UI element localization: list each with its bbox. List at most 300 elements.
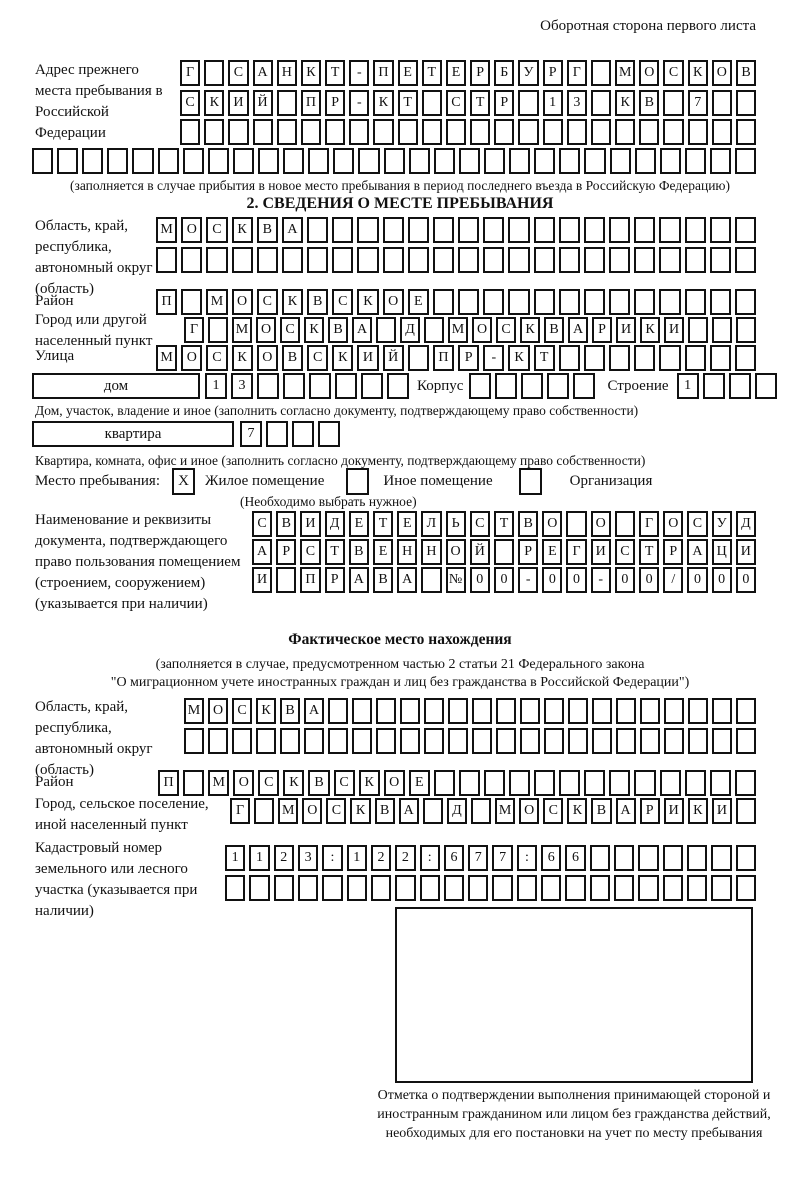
char-cell <box>156 247 177 273</box>
char-cell: Р <box>640 798 660 824</box>
char-cell <box>659 345 680 371</box>
char-cell <box>32 148 53 174</box>
char-cell <box>534 770 555 796</box>
char-cell <box>592 728 612 754</box>
apartment-row <box>32 421 340 447</box>
char-cell <box>614 845 634 871</box>
document-row-3 <box>252 567 756 593</box>
char-cell: 6 <box>541 845 561 871</box>
char-cell: М <box>232 317 252 343</box>
char-cell: Р <box>325 90 345 116</box>
char-cell <box>206 247 227 273</box>
char-cell <box>521 373 543 399</box>
char-cell <box>472 728 492 754</box>
char-cell: С <box>496 317 516 343</box>
char-cell: - <box>349 90 369 116</box>
char-cell: Д <box>447 798 467 824</box>
char-cell: О <box>519 798 539 824</box>
char-cell: С <box>326 798 346 824</box>
char-cell: О <box>384 770 405 796</box>
char-cell <box>277 90 297 116</box>
char-cell: Е <box>373 539 393 565</box>
char-cell <box>459 770 480 796</box>
char-cell <box>357 217 378 243</box>
char-cell <box>328 728 348 754</box>
char-cell <box>277 119 297 145</box>
char-cell: 1 <box>347 845 367 871</box>
char-cell <box>584 770 605 796</box>
actual-region-row-2 <box>184 728 756 754</box>
char-cell <box>496 728 516 754</box>
char-cell <box>688 728 708 754</box>
cadastral-row-2 <box>225 875 756 901</box>
char-cell: 7 <box>240 421 262 447</box>
char-cell: Й <box>383 345 404 371</box>
char-cell <box>352 698 372 724</box>
char-cell <box>484 770 505 796</box>
char-cell <box>495 373 517 399</box>
region-label: Область, край, республика, автономный округ (область) <box>35 218 153 297</box>
char-cell <box>433 289 454 315</box>
actual-district-label: Район <box>35 774 74 790</box>
char-cell <box>736 728 756 754</box>
char-cell: Й <box>470 539 490 565</box>
actual-location-caption-1: (заполняется в случае, предусмотренном частью 2 статьи 21 Федерального закона <box>155 657 645 672</box>
char-cell <box>639 119 659 145</box>
char-cell <box>371 875 391 901</box>
char-cell <box>468 875 488 901</box>
char-cell <box>559 217 580 243</box>
char-cell: С <box>687 511 707 537</box>
char-cell <box>635 148 656 174</box>
char-cell: Г <box>180 60 200 86</box>
char-cell: 2 <box>395 845 415 871</box>
char-cell: И <box>616 317 636 343</box>
char-cell: Г <box>566 539 586 565</box>
char-cell: В <box>257 217 278 243</box>
district-label: Район <box>35 293 74 309</box>
char-cell: : <box>322 845 342 871</box>
char-cell: № <box>446 567 466 593</box>
char-cell: О <box>257 345 278 371</box>
actual-region-row-1 <box>184 698 756 724</box>
char-cell <box>257 247 278 273</box>
char-cell <box>634 247 655 273</box>
char-cell <box>584 345 605 371</box>
char-cell <box>609 345 630 371</box>
char-cell <box>448 728 468 754</box>
char-cell: К <box>508 345 529 371</box>
char-cell <box>735 345 756 371</box>
char-cell: Д <box>736 511 756 537</box>
char-cell <box>496 698 516 724</box>
char-cell <box>584 148 605 174</box>
char-cell <box>483 247 504 273</box>
checkbox-residential: X <box>172 468 195 495</box>
street-row <box>156 345 756 371</box>
char-cell <box>448 698 468 724</box>
char-cell <box>735 148 756 174</box>
char-cell <box>534 289 555 315</box>
char-cell <box>258 148 279 174</box>
option-organization-label: Организация <box>569 473 653 489</box>
char-cell: К <box>567 798 587 824</box>
char-cell: И <box>664 317 684 343</box>
char-cell <box>459 148 480 174</box>
char-cell <box>508 217 529 243</box>
char-cell: 0 <box>542 567 562 593</box>
char-cell <box>420 875 440 901</box>
char-cell <box>592 698 612 724</box>
char-cell <box>634 770 655 796</box>
char-cell: Р <box>470 60 490 86</box>
char-cell <box>421 567 441 593</box>
char-cell: Т <box>325 60 345 86</box>
actual-city-label: Город, сельское поселение, иной населенный пункт <box>35 796 209 833</box>
char-cell: С <box>257 289 278 315</box>
char-cell: С <box>258 770 279 796</box>
char-cell <box>422 90 442 116</box>
char-cell <box>280 728 300 754</box>
char-cell: В <box>518 511 538 537</box>
char-cell: А <box>282 217 303 243</box>
char-cell: В <box>375 798 395 824</box>
char-cell <box>638 845 658 871</box>
char-cell: О <box>639 60 659 86</box>
char-cell <box>614 875 634 901</box>
char-cell: М <box>278 798 298 824</box>
char-cell <box>282 247 303 273</box>
char-cell: Г <box>639 511 659 537</box>
char-cell: О <box>181 217 202 243</box>
char-cell <box>472 698 492 724</box>
char-cell <box>609 247 630 273</box>
char-cell <box>433 247 454 273</box>
char-cell <box>541 875 561 901</box>
char-cell: В <box>591 798 611 824</box>
char-cell: В <box>282 345 303 371</box>
confirmation-stamp-box <box>395 907 753 1083</box>
char-cell <box>565 875 585 901</box>
char-cell <box>736 875 756 901</box>
char-cell <box>615 511 635 537</box>
char-cell: В <box>349 539 369 565</box>
char-cell: С <box>228 60 248 86</box>
actual-location-caption-2: "О миграционном учете иностранных граждан и лиц без гражданства в Российской Федерации") <box>110 675 690 690</box>
char-cell <box>409 148 430 174</box>
char-cell <box>663 845 683 871</box>
char-cell: С <box>252 511 272 537</box>
char-cell <box>735 289 756 315</box>
char-cell <box>408 217 429 243</box>
char-cell <box>383 247 404 273</box>
char-cell: С <box>300 539 320 565</box>
char-cell <box>520 728 540 754</box>
char-cell <box>424 698 444 724</box>
actual-city-row <box>230 798 756 824</box>
char-cell: К <box>640 317 660 343</box>
char-cell <box>688 119 708 145</box>
char-cell <box>283 373 305 399</box>
char-cell: 1 <box>205 373 227 399</box>
char-cell: С <box>332 289 353 315</box>
char-cell: И <box>357 345 378 371</box>
char-cell <box>181 247 202 273</box>
char-cell: К <box>688 60 708 86</box>
char-cell <box>307 217 328 243</box>
char-cell <box>434 148 455 174</box>
char-cell <box>307 247 328 273</box>
char-cell <box>458 247 479 273</box>
char-cell <box>559 770 580 796</box>
char-cell <box>710 217 731 243</box>
house-number-cells <box>205 373 409 399</box>
char-cell: М <box>448 317 468 343</box>
apartment-caption: Квартира, комната, офис и иное (заполнить согласно документу, подтверждающему право собственности) <box>35 453 646 468</box>
city-label: Город или другой населенный пункт <box>35 312 153 349</box>
char-cell <box>408 345 429 371</box>
char-cell <box>349 119 369 145</box>
char-cell: 1 <box>225 845 245 871</box>
char-cell: 3 <box>231 373 253 399</box>
char-cell: Н <box>397 539 417 565</box>
char-cell <box>358 148 379 174</box>
char-cell <box>400 728 420 754</box>
cadastral-label: Кадастровый номер земельного или лесного участка (указывается при наличии) <box>35 840 198 919</box>
char-cell <box>663 875 683 901</box>
char-cell <box>82 148 103 174</box>
char-cell: О <box>208 698 228 724</box>
char-cell: 0 <box>687 567 707 593</box>
char-cell <box>663 119 683 145</box>
char-cell: А <box>568 317 588 343</box>
char-cell: В <box>307 289 328 315</box>
char-cell <box>398 119 418 145</box>
char-cell: С <box>615 539 635 565</box>
char-cell <box>458 289 479 315</box>
char-cell <box>729 373 751 399</box>
char-cell: : <box>517 845 537 871</box>
char-cell <box>183 770 204 796</box>
char-cell <box>518 119 538 145</box>
char-cell <box>534 217 555 243</box>
char-cell: / <box>663 567 683 593</box>
char-cell <box>253 119 273 145</box>
char-cell <box>660 148 681 174</box>
char-cell <box>132 148 153 174</box>
char-cell: К <box>350 798 370 824</box>
char-cell: 3 <box>567 90 587 116</box>
char-cell <box>568 698 588 724</box>
char-cell: С <box>470 511 490 537</box>
char-cell: Г <box>184 317 204 343</box>
char-cell: Т <box>398 90 418 116</box>
char-cell <box>158 148 179 174</box>
char-cell <box>736 698 756 724</box>
char-cell: Р <box>325 567 345 593</box>
char-cell <box>204 119 224 145</box>
checkbox-other-premises <box>346 468 369 495</box>
char-cell <box>659 289 680 315</box>
char-cell: Р <box>518 539 538 565</box>
char-cell: Е <box>409 770 430 796</box>
char-cell <box>266 421 288 447</box>
char-cell <box>509 770 530 796</box>
prev-address-label: Адрес прежнего места пребывания в Российской Федерации <box>35 62 163 141</box>
char-cell <box>376 698 396 724</box>
char-cell <box>257 373 279 399</box>
char-cell: А <box>399 798 419 824</box>
char-cell: С <box>280 317 300 343</box>
char-cell: С <box>334 770 355 796</box>
char-cell <box>735 217 756 243</box>
region-row-2 <box>156 247 756 273</box>
char-cell: 0 <box>712 567 732 593</box>
char-cell: О <box>232 289 253 315</box>
char-cell: С <box>206 345 227 371</box>
char-cell <box>208 148 229 174</box>
char-cell <box>444 875 464 901</box>
char-cell: М <box>206 289 227 315</box>
char-cell: Т <box>373 511 393 537</box>
cadastral-row-1 <box>225 845 756 871</box>
char-cell: 1 <box>543 90 563 116</box>
char-cell: К <box>283 770 304 796</box>
char-cell <box>233 148 254 174</box>
char-cell <box>283 148 304 174</box>
char-cell <box>423 798 443 824</box>
char-cell <box>710 345 731 371</box>
char-cell <box>640 698 660 724</box>
char-cell: О <box>472 317 492 343</box>
char-cell: И <box>252 567 272 593</box>
char-cell <box>710 289 731 315</box>
char-cell <box>183 148 204 174</box>
char-cell <box>616 728 636 754</box>
char-cell: К <box>520 317 540 343</box>
char-cell: К <box>373 90 393 116</box>
char-cell: П <box>158 770 179 796</box>
char-cell: В <box>276 511 296 537</box>
document-row-1 <box>252 511 756 537</box>
char-cell: К <box>204 90 224 116</box>
char-cell <box>325 119 345 145</box>
char-cell <box>373 119 393 145</box>
char-cell: Е <box>397 511 417 537</box>
char-cell: М <box>615 60 635 86</box>
char-cell <box>208 317 228 343</box>
document-label: Наименование и реквизиты документа, подтверждающего право пользования помещением (строением, сооружением) (указывается при наличии) <box>35 512 241 612</box>
char-cell: Л <box>421 511 441 537</box>
char-cell <box>711 845 731 871</box>
char-cell: Е <box>398 60 418 86</box>
char-cell <box>534 247 555 273</box>
char-cell: Е <box>542 539 562 565</box>
char-cell: П <box>373 60 393 86</box>
char-cell <box>408 247 429 273</box>
region-row-1 <box>156 217 756 243</box>
char-cell <box>685 217 706 243</box>
char-cell <box>584 247 605 273</box>
char-cell <box>712 90 732 116</box>
char-cell: В <box>373 567 393 593</box>
char-cell <box>573 373 595 399</box>
char-cell <box>634 345 655 371</box>
char-cell: О <box>591 511 611 537</box>
char-cell: 6 <box>565 845 585 871</box>
char-cell <box>332 247 353 273</box>
stay-type-caption: (Необходимо выбрать нужное) <box>240 494 417 509</box>
char-cell <box>616 698 636 724</box>
actual-region-label: Область, край, республика, автономный округ (область) <box>35 699 153 778</box>
char-cell: В <box>328 317 348 343</box>
prev-address-row-1 <box>180 60 756 86</box>
char-cell: И <box>712 798 732 824</box>
char-cell: Р <box>276 539 296 565</box>
char-cell <box>688 317 708 343</box>
char-cell: А <box>253 60 273 86</box>
prev-address-caption: (заполняется в случае прибытия в новое место пребывания в период последнего въезда в Российскую Федерацию) <box>69 178 731 193</box>
document-row-2 <box>252 539 756 565</box>
char-cell <box>736 90 756 116</box>
char-cell <box>712 728 732 754</box>
char-cell <box>591 119 611 145</box>
char-cell <box>470 119 490 145</box>
char-cell: О <box>233 770 254 796</box>
char-cell: А <box>352 317 372 343</box>
char-cell <box>609 217 630 243</box>
stroenie-cells <box>677 373 777 399</box>
char-cell: К <box>232 345 253 371</box>
char-cell: Г <box>567 60 587 86</box>
char-cell: К <box>256 698 276 724</box>
char-cell: 0 <box>494 567 514 593</box>
char-cell <box>610 148 631 174</box>
char-cell: 0 <box>470 567 490 593</box>
char-cell: Ц <box>712 539 732 565</box>
korpus-label: Корпус <box>417 377 464 394</box>
char-cell <box>376 317 396 343</box>
option-other-premises-label: Иное помещение <box>383 473 493 489</box>
char-cell: П <box>433 345 454 371</box>
page-side-note: Оборотная сторона первого листа <box>540 18 756 34</box>
char-cell: К <box>282 289 303 315</box>
char-cell: П <box>301 90 321 116</box>
char-cell: У <box>712 511 732 537</box>
char-cell: Д <box>400 317 420 343</box>
prev-address-row-4 <box>32 148 756 174</box>
house-caption: Дом, участок, владение и иное (заполнить согласно документу, подтверждающему право собственности) <box>35 403 639 418</box>
char-cell: А <box>616 798 636 824</box>
char-cell <box>591 60 611 86</box>
char-cell <box>568 728 588 754</box>
district-row <box>156 289 756 315</box>
char-cell: А <box>397 567 417 593</box>
char-cell: Ь <box>446 511 466 537</box>
char-cell <box>518 90 538 116</box>
char-cell <box>483 289 504 315</box>
char-cell <box>685 148 706 174</box>
char-cell: В <box>639 90 659 116</box>
char-cell <box>710 247 731 273</box>
char-cell <box>328 698 348 724</box>
char-cell: Р <box>543 60 563 86</box>
char-cell: У <box>518 60 538 86</box>
char-cell <box>735 770 756 796</box>
char-cell: И <box>300 511 320 537</box>
char-cell <box>318 421 340 447</box>
section2-title: 2. СВЕДЕНИЯ О МЕСТЕ ПРЕБЫВАНИЯ <box>246 195 554 212</box>
